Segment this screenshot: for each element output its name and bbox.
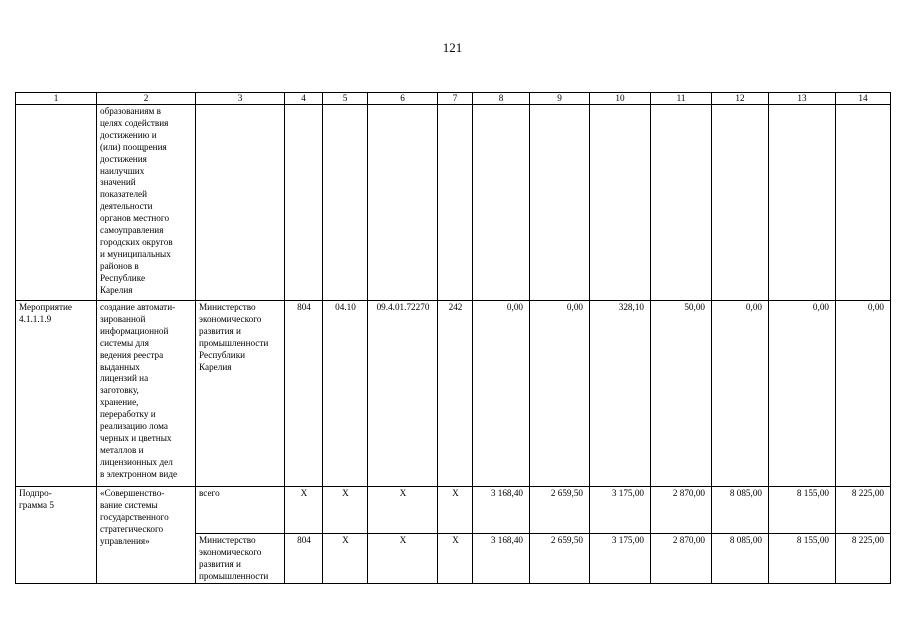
table-cell xyxy=(712,105,769,301)
table-cell: Х xyxy=(438,534,473,584)
column-number-cell: 3 xyxy=(196,93,285,105)
column-number-cell: 10 xyxy=(590,93,651,105)
table-cell: 804 xyxy=(285,301,323,487)
table-cell xyxy=(16,487,97,584)
table-cell: 2 659,50 xyxy=(530,534,590,584)
table-cell: 8 225,00 xyxy=(836,534,891,584)
column-number-cell: 4 xyxy=(285,93,323,105)
table-cell: Х xyxy=(323,534,368,584)
table-cell: 2 659,50 xyxy=(530,487,590,534)
table-cell: 04.10 xyxy=(323,301,368,487)
column-number-cell: 9 xyxy=(530,93,590,105)
table-cell: 0,00 xyxy=(530,301,590,487)
table-cell xyxy=(285,105,323,301)
table-cell xyxy=(530,105,590,301)
subprogram-name: «Совершенство- вание системы государственного стратегического управления» xyxy=(100,488,169,546)
table-cell xyxy=(196,301,285,487)
table-cell: 0,00 xyxy=(836,301,891,487)
budget-table xyxy=(15,92,891,584)
column-number-cell: 11 xyxy=(651,93,712,105)
table-cell: 8 085,00 xyxy=(712,534,769,584)
table-row xyxy=(16,301,891,487)
table-cell xyxy=(196,105,285,301)
column-number-cell: 12 xyxy=(712,93,769,105)
table-cell: 328,10 xyxy=(590,301,651,487)
table-cell: 8 155,00 xyxy=(769,487,836,534)
table-row xyxy=(16,105,891,301)
column-number-row xyxy=(16,93,891,105)
table-cell xyxy=(473,105,530,301)
table-cell: Х xyxy=(438,487,473,534)
responsible-executor: Министерство экономического развития и промышленности Республики Карелия xyxy=(199,302,269,372)
column-number-cell: 7 xyxy=(438,93,473,105)
measure-description: образованиям в целях содействия достижению и (или) поощрения достижения наилучших значений показателей деятельности органов местного самоуправления городских округов и муниципальных районов в Республике Карелия xyxy=(100,106,173,295)
table-cell: 0,00 xyxy=(769,301,836,487)
column-number-cell: 6 xyxy=(368,93,438,105)
table-cell: 3 175,00 xyxy=(590,534,651,584)
table-cell xyxy=(16,301,97,487)
table-cell xyxy=(323,105,368,301)
table-cell: Х xyxy=(368,534,438,584)
table-cell: 3 168,40 xyxy=(473,487,530,534)
table-cell: 804 xyxy=(285,534,323,584)
table-cell xyxy=(438,105,473,301)
responsible-executor: Министерство экономического развития и промышленности xyxy=(199,535,269,581)
table-cell: 2 870,00 xyxy=(651,487,712,534)
measure-code: Мероприятие 4.1.1.1.9 xyxy=(19,302,72,324)
subprogram-code: Подпро- грамма 5 xyxy=(19,488,54,510)
table-cell xyxy=(368,105,438,301)
table-cell xyxy=(16,105,97,301)
table-cell: 8 155,00 xyxy=(769,534,836,584)
table-cell: 8 225,00 xyxy=(836,487,891,534)
table-cell: 3 168,40 xyxy=(473,534,530,584)
table-cell: Х xyxy=(368,487,438,534)
column-number-cell: 8 xyxy=(473,93,530,105)
table-cell xyxy=(651,105,712,301)
table-cell xyxy=(97,301,196,487)
table-cell: 242 xyxy=(438,301,473,487)
table-cell: всего xyxy=(196,487,285,534)
table-cell xyxy=(769,105,836,301)
table-cell xyxy=(590,105,651,301)
column-number-cell: 1 xyxy=(16,93,97,105)
column-number-cell: 13 xyxy=(769,93,836,105)
column-number-cell: 2 xyxy=(97,93,196,105)
page-number: 121 xyxy=(442,40,463,55)
table-cell: 50,00 xyxy=(651,301,712,487)
table-cell: 3 175,00 xyxy=(590,487,651,534)
table-cell xyxy=(97,487,196,584)
table-cell: 09.4.01.72270 xyxy=(368,301,438,487)
table-cell: 0,00 xyxy=(712,301,769,487)
table-cell xyxy=(196,534,285,584)
table-cell: 0,00 xyxy=(473,301,530,487)
table-cell: 2 870,00 xyxy=(651,534,712,584)
table-cell: Х xyxy=(285,487,323,534)
table-cell xyxy=(97,105,196,301)
table-cell: 8 085,00 xyxy=(712,487,769,534)
measure-description: создание автомати- зированной информационной системы для ведения реестра выданных лицензий на заготовку, хранение, переработку и реализацию лома черных и цветных металлов и лицензионных дел в электронном виде xyxy=(100,302,178,479)
table-row xyxy=(16,487,891,534)
column-number-cell: 14 xyxy=(836,93,891,105)
table-cell xyxy=(836,105,891,301)
table-cell: Х xyxy=(323,487,368,534)
column-number-cell: 5 xyxy=(323,93,368,105)
